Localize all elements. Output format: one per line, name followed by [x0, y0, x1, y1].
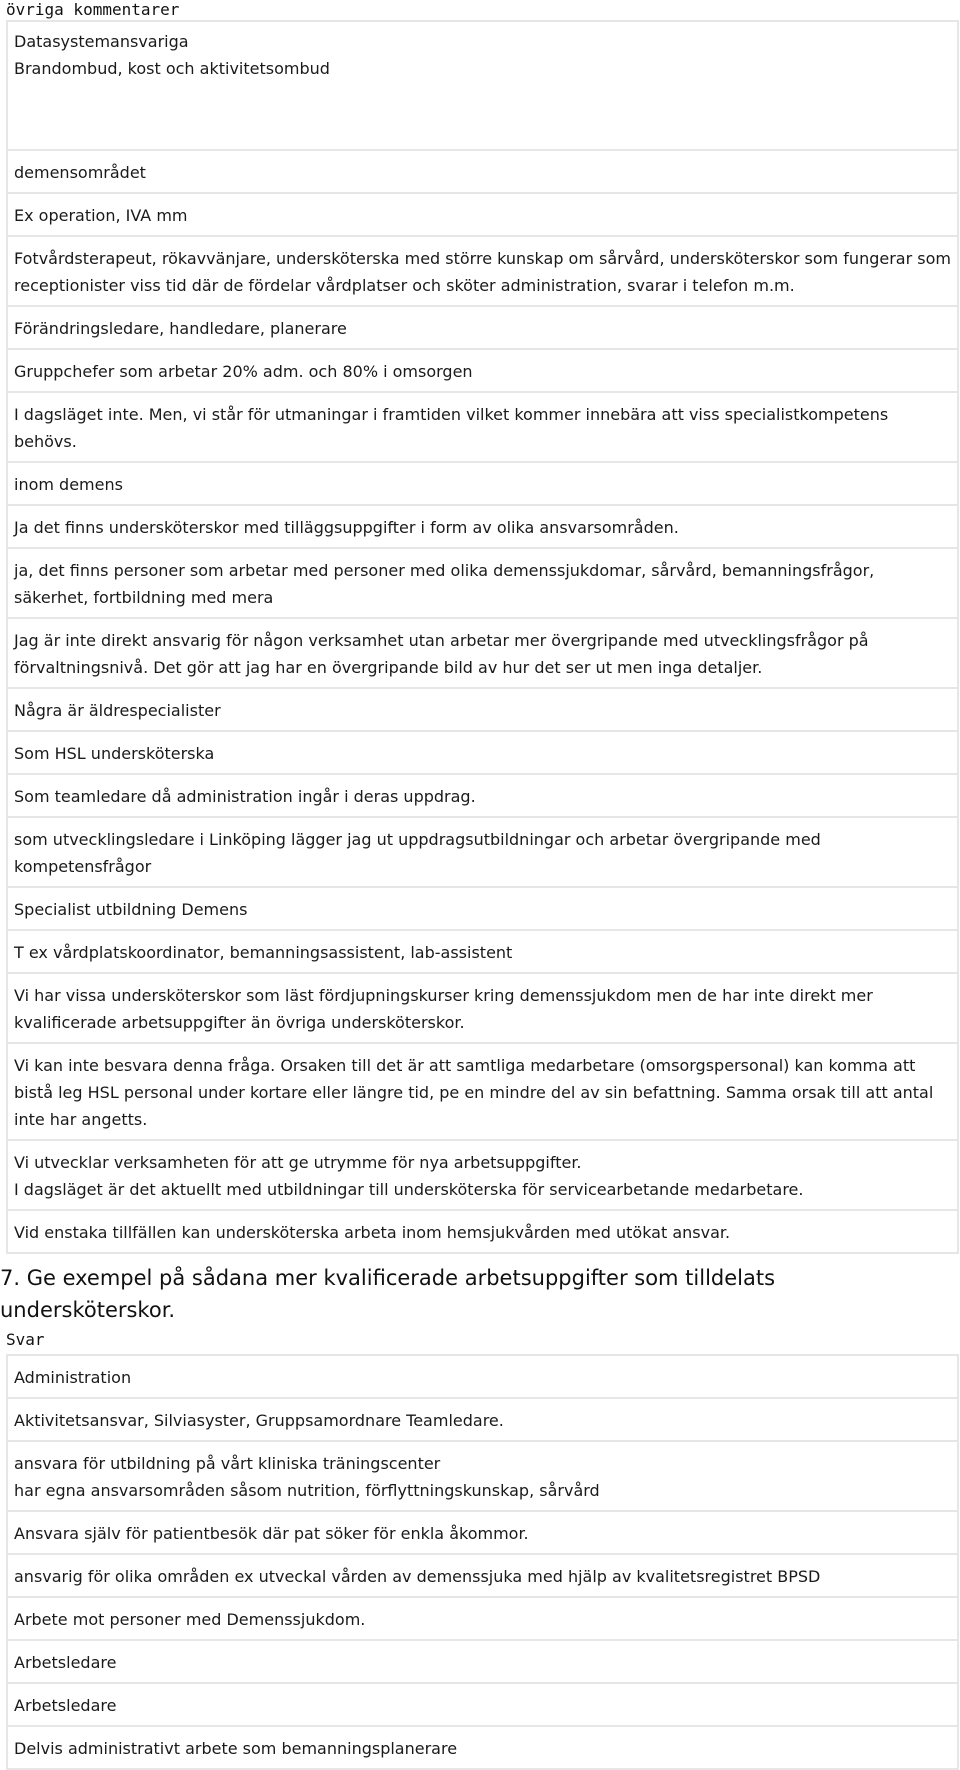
row-text: Ex operation, IVA mm — [14, 206, 188, 225]
row-text: Vi har vissa undersköterskor som läst fördjupningskurser kring demenssjukdom men de har inte direkt mer kvalificerade arbetsuppgifter än övriga undersköterskor. — [14, 986, 873, 1032]
row-text: Jag är inte direkt ansvarig för någon verksamhet utan arbetar mer övergripande med utvecklingsfrågor på förvaltningsnivå. Det gör att jag har en övergripande bild av hur det ser ut men inga detaljer. — [14, 631, 869, 677]
table-row — [6, 547, 959, 619]
row-text: Ja det finns undersköterskor med tilläggsuppgifter i form av olika ansvarsområden. — [14, 518, 679, 537]
table-row — [6, 972, 959, 1044]
table-row — [6, 192, 959, 237]
table-row — [6, 149, 959, 194]
row-text: Som teamledare då administration ingår i deras uppdrag. — [14, 787, 476, 806]
row-text: demensområdet — [14, 163, 146, 182]
row-text: Förändringsledare, handledare, planerare — [14, 319, 347, 338]
table-row — [6, 391, 959, 463]
table-row — [6, 1354, 959, 1399]
row-text: Vi kan inte besvara denna fråga. Orsaken till det är att samtliga medarbetare (omsorgspersonal) kan komma att bistå leg HSL personal under kortare eller längre tid, pe en mindre del av sin befattning. Samma orsak till att antal inte har angetts. — [14, 1056, 934, 1129]
row-text: har egna ansvarsområden såsom nutrition, förflyttningskunskap, sårvård — [14, 1481, 600, 1500]
row-text: Arbetsledare — [14, 1696, 117, 1715]
question-heading: 7. Ge exempel på sådana mer kvalificerade arbetsuppgifter som tilldelats undersköterskor. — [0, 1266, 776, 1322]
table-row — [6, 730, 959, 775]
row-text: Administration — [14, 1368, 132, 1387]
answers-table — [0, 1354, 960, 1770]
table-row — [6, 235, 959, 307]
row-text: Specialist utbildning Demens — [14, 900, 248, 919]
table-row — [6, 687, 959, 732]
row-text: Som HSL undersköterska — [14, 744, 215, 763]
table-row — [6, 617, 959, 689]
row-text: ansvarig för olika områden ex utveckal vården av demenssjuka med hjälp av kvalitetsregistret BPSD — [14, 1567, 821, 1586]
table-row — [6, 305, 959, 350]
row-text: Vid enstaka tillfällen kan undersköterska arbeta inom hemsjukvården med utökat ansvar. — [14, 1223, 731, 1242]
row-text: I dagsläget inte. Men, vi står för utmaningar i framtiden vilket kommer innebära att viss specialistkompetens behövs. — [14, 405, 889, 451]
row-text: Delvis administrativt arbete som bemanningsplanerare — [14, 1739, 458, 1758]
row-text: Fotvårdsterapeut, rökavvänjare, undersköterska med större kunskap om sårvård, undersköterskor som fungerar som receptionister viss tid där de fördelar vårdplatser och sköter administration, svarar i telefon m.m. — [14, 249, 951, 295]
table-row — [6, 886, 959, 931]
row-text: Brandombud, kost och aktivitetsombud — [14, 59, 330, 78]
row-text: Ansvara själv för patientbesök där pat söker för enkla åkommor. — [14, 1524, 529, 1543]
row-text: som utvecklingsledare i Linköping lägger jag ut uppdragsutbildningar och arbetar övergripande med kompetensfrågor — [14, 830, 821, 876]
table-row — [6, 1553, 959, 1598]
table-row — [6, 1440, 959, 1512]
svar-label: Svar — [6, 1330, 45, 1349]
row-text: Arbetsledare — [14, 1653, 117, 1672]
table-row — [6, 461, 959, 506]
row-text: Några är äldrespecialister — [14, 701, 221, 720]
table-row — [6, 1682, 959, 1727]
row-text: T ex vårdplatskoordinator, bemanningsassistent, lab-assistent — [14, 943, 513, 962]
table-row — [6, 504, 959, 549]
row-text: I dagsläget är det aktuellt med utbildningar till undersköterska för servicearbetande medarbetare. — [14, 1180, 804, 1199]
table-row — [6, 1510, 959, 1555]
row-text: inom demens — [14, 475, 123, 494]
table-row — [6, 348, 959, 393]
row-text: ja, det finns personer som arbetar med personer med olika demenssjukdomar, sårvård, bemanningsfrågor, säkerhet, fortbildning med mera — [14, 561, 875, 607]
table-row — [6, 1397, 959, 1442]
table-row — [6, 929, 959, 974]
row-text: Aktivitetsansvar, Silviasyster, Gruppsamordnare Teamledare. — [14, 1411, 504, 1430]
row-text: Datasystemansvariga — [14, 32, 189, 51]
table-row — [6, 1139, 959, 1211]
table-row — [6, 1596, 959, 1641]
table-row — [6, 20, 959, 151]
table-row — [6, 816, 959, 888]
row-text: Vi utvecklar verksamheten för att ge utrymme för nya arbetsuppgifter. — [14, 1153, 582, 1172]
top-label: övriga kommentarer — [6, 0, 180, 19]
table-row — [6, 773, 959, 818]
comments-table — [0, 20, 960, 1254]
row-text: Gruppchefer som arbetar 20% adm. och 80% i omsorgen — [14, 362, 473, 381]
table-row — [6, 1209, 959, 1254]
row-text: ansvara för utbildning på vårt kliniska träningscenter — [14, 1454, 441, 1473]
table-row — [6, 1042, 959, 1141]
table-row — [6, 1725, 959, 1770]
table-row — [6, 1639, 959, 1684]
row-text: Arbete mot personer med Demenssjukdom. — [14, 1610, 366, 1629]
